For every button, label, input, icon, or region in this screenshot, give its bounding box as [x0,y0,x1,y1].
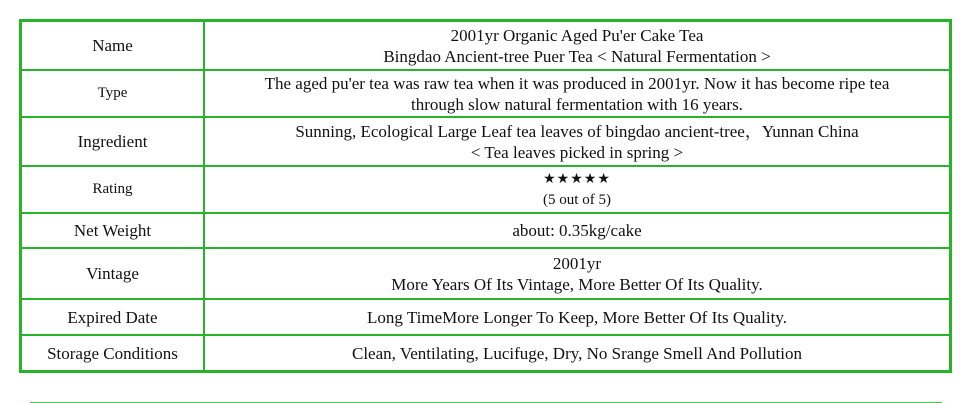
value-name [204,21,950,70]
product-subtitle: Bingdao Ancient-tree Puer Tea < Natural Fermentation > [383,46,771,66]
value-expired-date: Long TimeMore Longer To Keep, More Better Of Its Quality. [204,299,950,335]
row-expired-date [21,299,950,335]
value-type [204,70,950,117]
row-storage-conditions [21,335,950,371]
ingredient-line-1: Sunning, Ecological Large Leaf tea leaves of bingdao ancient-tree，Yunnan China [295,121,859,141]
vintage-year: 2001yr [552,253,602,273]
label-expired-date: Expired Date [21,299,204,335]
label-vintage: Vintage [21,248,204,299]
row-net-weight [21,213,950,248]
rating-text: (5 out of 5) [543,191,611,208]
label-name: Name [21,21,204,70]
row-type [21,70,950,117]
row-vintage [21,248,950,299]
row-rating [21,166,950,213]
label-net-weight: Net Weight [21,213,204,248]
label-ingredient: Ingredient [21,117,204,166]
type-line-2: through slow natural fermentation with 16 years. [411,94,743,114]
star-rating-icon: ★★★★★ [543,170,611,187]
row-ingredient [21,117,950,166]
product-title: 2001yr Organic Aged Pu'er Cake Tea [450,25,704,45]
product-spec-table [19,19,952,373]
vintage-note: More Years Of Its Vintage, More Better Of Its Quality. [391,274,763,294]
value-rating [204,166,950,213]
label-storage-conditions: Storage Conditions [21,335,204,371]
ingredient-line-2: < Tea leaves picked in spring > [470,142,684,162]
value-vintage [204,248,950,299]
value-net-weight: about: 0.35kg/cake [204,213,950,248]
label-rating: Rating [21,166,204,213]
value-ingredient [204,117,950,166]
value-storage-conditions: Clean, Ventilating, Lucifuge, Dry, No Srange Smell And Pollution [204,335,950,371]
row-name [21,21,950,70]
label-type: Type [21,70,204,117]
type-line-1: The aged pu'er tea was raw tea when it was produced in 2001yr. Now it has become ripe tea [264,73,890,93]
